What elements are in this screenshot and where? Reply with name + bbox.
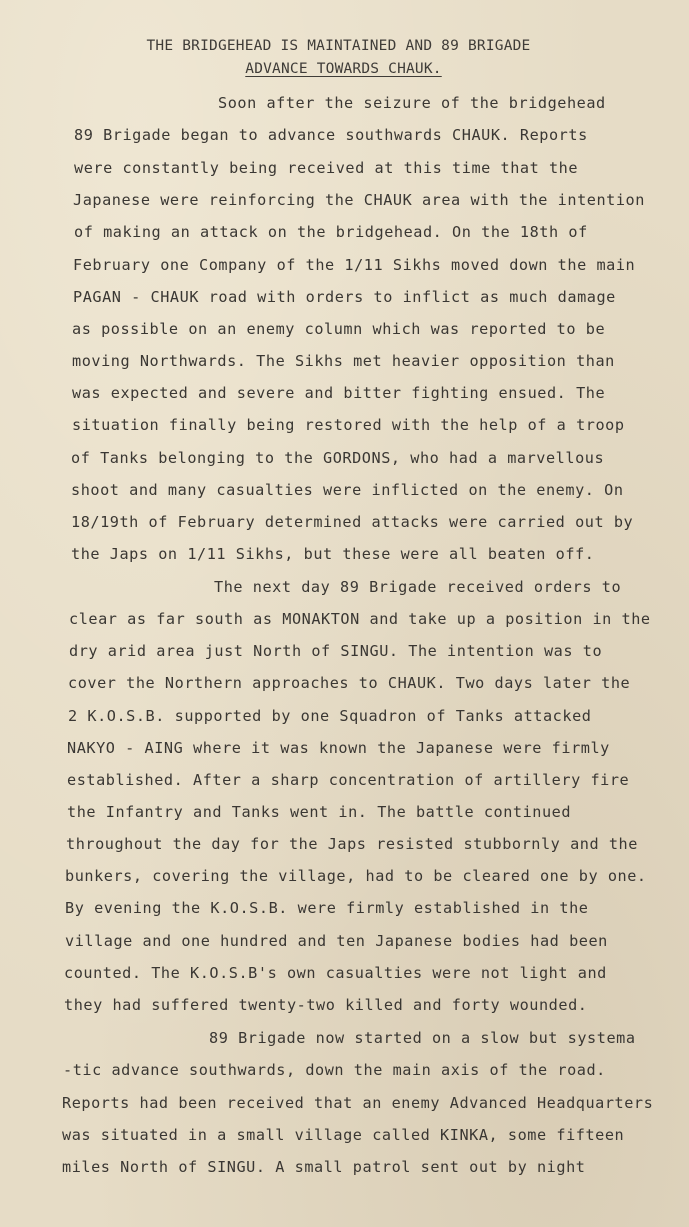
body-line: of Tanks belonging to the GORDONS, who had a marvellous [71, 449, 605, 467]
body-line: miles North of SINGU. A small patrol sent out by night [62, 1158, 586, 1176]
heading-line-2-text: ADVANCE TOWARDS CHAUK. [245, 61, 442, 77]
body-line: Soon after the seizure of the bridgehead [218, 94, 606, 112]
body-line: Reports had been received that an enemy Advanced Headquarters [62, 1094, 654, 1112]
body-line: established. After a sharp concentration of artillery fire [67, 771, 630, 789]
body-line: 18/19th of February determined attacks were carried out by [71, 513, 634, 531]
body-line: were constantly being received at this time that the [74, 159, 579, 177]
body-line: -tic advance southwards, down the main axis of the road. [63, 1061, 606, 1079]
heading-line-1: THE BRIDGEHEAD IS MAINTAINED AND 89 BRIGADE [146, 38, 531, 54]
body-line: of making an attack on the bridgehead. On the 18th of [74, 223, 588, 241]
body-line: cover the Northern approaches to CHAUK. Two days later the [68, 674, 631, 692]
body-line: situation finally being restored with the help of a troop [72, 416, 625, 434]
body-line: 89 Brigade now started on a slow but systema [209, 1029, 636, 1047]
body-line: bunkers, covering the village, had to be cleared one by one. [65, 867, 647, 885]
body-line: the Infantry and Tanks went in. The battle continued [67, 803, 572, 821]
body-line: throughout the day for the Japs resisted stubbornly and the [66, 835, 638, 853]
body-line: they had suffered twenty-two killed and forty wounded. [64, 996, 588, 1014]
body-line: moving Northwards. The Sikhs met heavier opposition than [72, 352, 615, 370]
body-line: The next day 89 Brigade received orders to [214, 578, 622, 596]
body-line: counted. The K.O.S.B's own casualties were not light and [64, 964, 607, 982]
body-line: dry arid area just North of SINGU. The intention was to [69, 642, 603, 660]
body-line: was situated in a small village called KINKA, some fifteen [62, 1126, 625, 1144]
body-line: By evening the K.O.S.B. were firmly established in the [65, 899, 589, 917]
body-line: 89 Brigade began to advance southwards CHAUK. Reports [74, 126, 588, 144]
body-line: clear as far south as MONAKTON and take up a position in the [69, 610, 651, 628]
body-line: village and one hundred and ten Japanese bodies had been [65, 932, 608, 950]
body-line: PAGAN - CHAUK road with orders to inflict as much damage [73, 288, 616, 306]
body-line: Japanese were reinforcing the CHAUK area with the intention [73, 191, 645, 209]
body-line: was expected and severe and bitter fighting ensued. The [72, 384, 606, 402]
body-line: shoot and many casualties were inflicted on the enemy. On [71, 481, 624, 499]
body-line: NAKYO - AING where it was known the Japanese were firmly [67, 739, 610, 757]
body-line: February one Company of the 1/11 Sikhs moved down the main [73, 256, 636, 274]
heading-line-2 [0, 61, 688, 77]
body-line: 2 K.O.S.B. supported by one Squadron of Tanks attacked [68, 707, 592, 725]
body-line: as possible on an enemy column which was reported to be [72, 320, 606, 338]
body-line: the Japs on 1/11 Sikhs, but these were all beaten off. [71, 545, 595, 563]
